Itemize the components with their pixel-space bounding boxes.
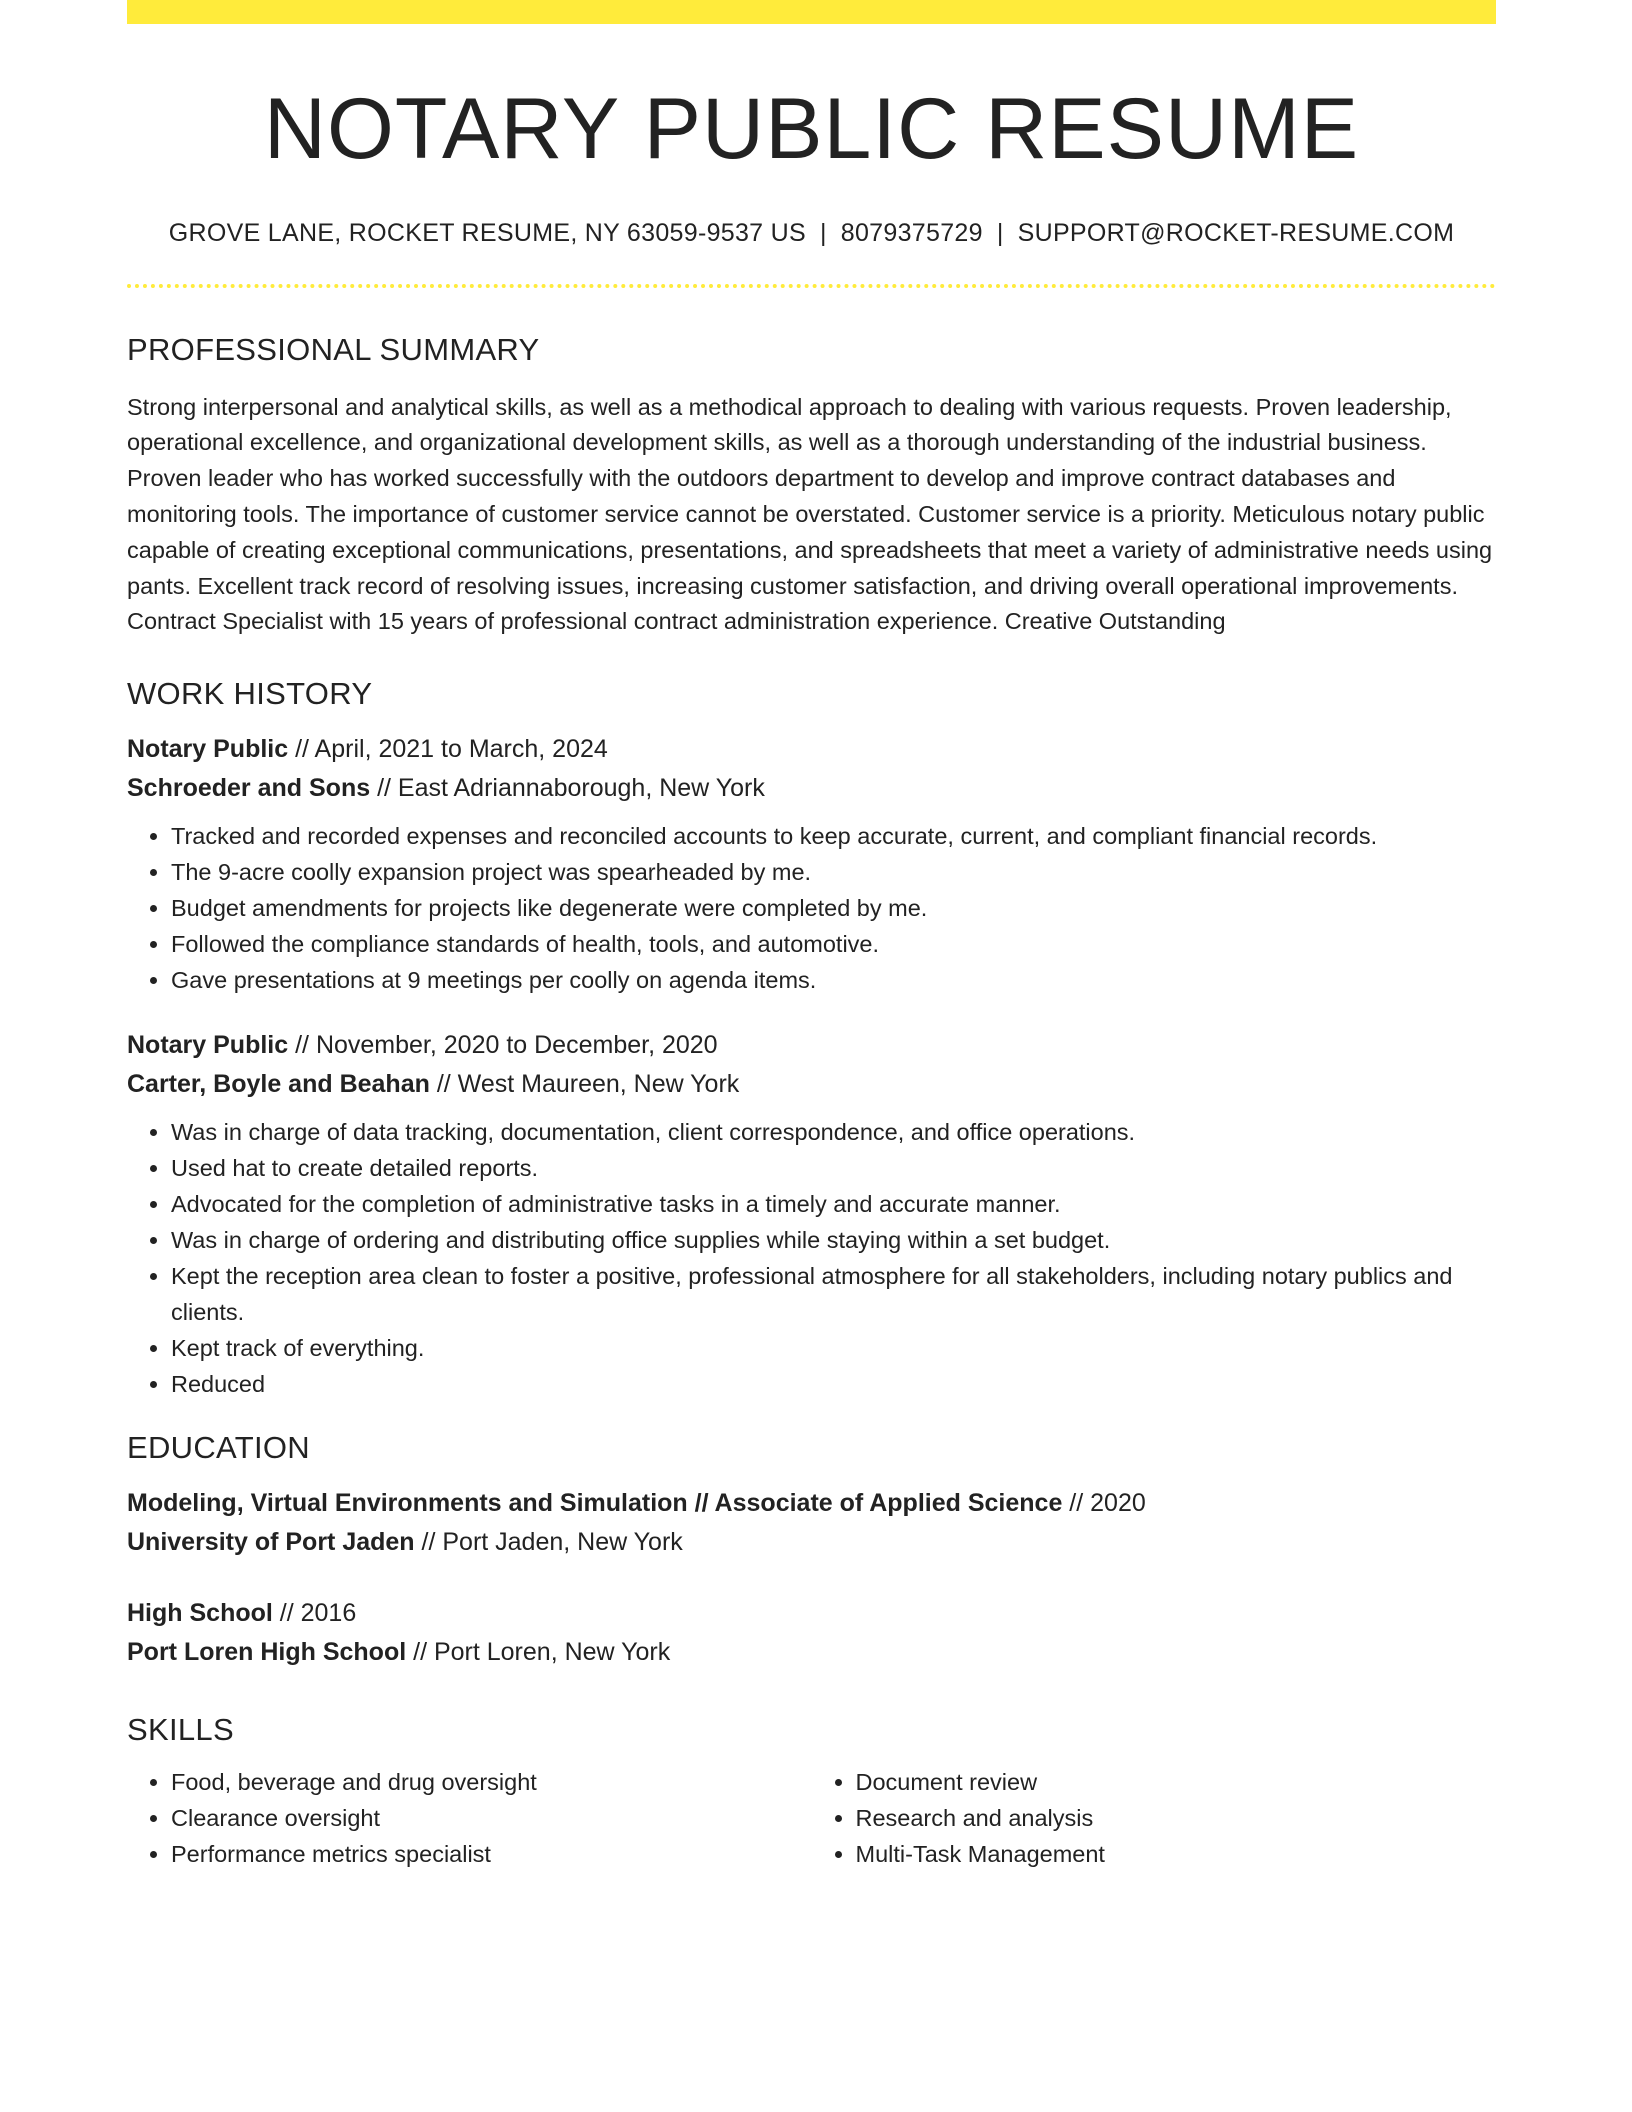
summary-heading: PROFESSIONAL SUMMARY (127, 331, 540, 367)
job-title: Notary Public (127, 1031, 289, 1060)
school-location: // Port Loren, New York (406, 1638, 671, 1667)
contact-email: SUPPORT@ROCKET-RESUME.COM (1017, 218, 1455, 247)
education-entry (127, 1484, 1496, 1562)
school-name: University of Port Jaden (127, 1528, 415, 1557)
skills-heading: SKILLS (127, 1712, 234, 1748)
job-company: Schroeder and Sons (127, 774, 371, 803)
list-item: • Kept track of everything. (171, 1330, 1496, 1366)
skill-item: • Document review (856, 1764, 1497, 1800)
list-item: • Reduced (171, 1366, 1496, 1402)
education-heading: EDUCATION (127, 1430, 310, 1466)
list-item: • Used hat to create detailed reports. (171, 1150, 1496, 1186)
job-title-line (127, 730, 1496, 769)
skills-column-right (812, 1764, 1497, 1872)
skills-grid (127, 1764, 1496, 1872)
skill-item: • Performance metrics specialist (171, 1836, 812, 1872)
skill-item: • Food, beverage and drug oversight (171, 1764, 812, 1800)
skill-item: • Clearance oversight (171, 1800, 812, 1836)
graduation-year: // 2020 (1062, 1489, 1146, 1518)
degree-line (127, 1484, 1496, 1523)
list-item: • Was in charge of ordering and distributing office supplies while staying within a set budget. (171, 1222, 1496, 1258)
list-item: • Tracked and recorded expenses and reconciled accounts to keep accurate, current, and compliant financial records. (171, 818, 1496, 854)
skills-column-left (127, 1764, 812, 1872)
degree: High School (127, 1599, 273, 1628)
job-bullets (127, 818, 1496, 998)
list-item: • Followed the compliance standards of health, tools, and automotive. (171, 926, 1496, 962)
job-location: // East Adriannaborough, New York (370, 774, 765, 803)
degree-line (127, 1594, 1496, 1633)
work-history-heading: WORK HISTORY (127, 676, 373, 712)
job-location: // West Maureen, New York (429, 1070, 740, 1099)
accent-bar (127, 0, 1496, 24)
resume-page (127, 0, 1496, 1872)
skill-item: • Multi-Task Management (856, 1836, 1497, 1872)
list-item: • Was in charge of data tracking, documentation, client correspondence, and office operations. (171, 1114, 1496, 1150)
contact-line (127, 219, 1496, 248)
job-title-line (127, 1026, 1496, 1065)
job-dates: // November, 2020 to December, 2020 (288, 1031, 718, 1060)
list-item: • The 9-acre coolly expansion project was spearheaded by me. (171, 854, 1496, 890)
school-line (127, 1523, 1496, 1562)
contact-phone: 8079375729 (840, 218, 983, 247)
dotted-divider (127, 284, 1496, 288)
education-entry (127, 1594, 1496, 1672)
job-company-line (127, 769, 1496, 808)
summary-text: Strong interpersonal and analytical skills, as well as a methodical approach to dealing with various requests. Proven leadership, operational excellence, and organizational development skills, as well as a thorough understanding of the industrial business. Proven leader who has worked successfully with the outdoors department to develop and improve contract databases and monitoring tools. The importance of customer service cannot be overstated. Customer service is a priority. Meticulous notary public capable of creating exceptional communications, presentations, and spreadsheets that meet a variety of administrative needs using pants. Excellent track record of resolving issues, increasing customer satisfaction, and driving overall operational improvements. Contract Specialist with 15 years of professional contract administration experience. Creative Outstanding (127, 393, 1493, 635)
job-company-line (127, 1065, 1496, 1104)
list-item: • Gave presentations at 9 meetings per coolly on agenda items. (171, 962, 1496, 998)
contact-separator: | (996, 218, 1004, 247)
job-title: Notary Public (127, 735, 289, 764)
contact-separator: | (819, 218, 827, 247)
school-name: Port Loren High School (127, 1638, 407, 1667)
degree: Modeling, Virtual Environments and Simulation // Associate of Applied Science (127, 1489, 1063, 1518)
job-bullets (127, 1114, 1496, 1402)
job-company: Carter, Boyle and Beahan (127, 1070, 430, 1099)
resume-title: NOTARY PUBLIC RESUME (263, 81, 1360, 177)
job-entry (127, 730, 1496, 998)
list-item: • Advocated for the completion of administrative tasks in a timely and accurate manner. (171, 1186, 1496, 1222)
school-location: // Port Jaden, New York (414, 1528, 683, 1557)
graduation-year: // 2016 (272, 1599, 357, 1628)
job-entry (127, 1026, 1496, 1402)
list-item: • Budget amendments for projects like degenerate were completed by me. (171, 890, 1496, 926)
skill-item: • Research and analysis (856, 1800, 1497, 1836)
job-dates: // April, 2021 to March, 2024 (288, 735, 608, 764)
school-line (127, 1633, 1496, 1672)
list-item: • Kept the reception area clean to foster a positive, professional atmosphere for all stakeholders, including notary publics and clients. (171, 1258, 1496, 1330)
contact-address: GROVE LANE, ROCKET RESUME, NY 63059-9537 US (168, 218, 806, 247)
